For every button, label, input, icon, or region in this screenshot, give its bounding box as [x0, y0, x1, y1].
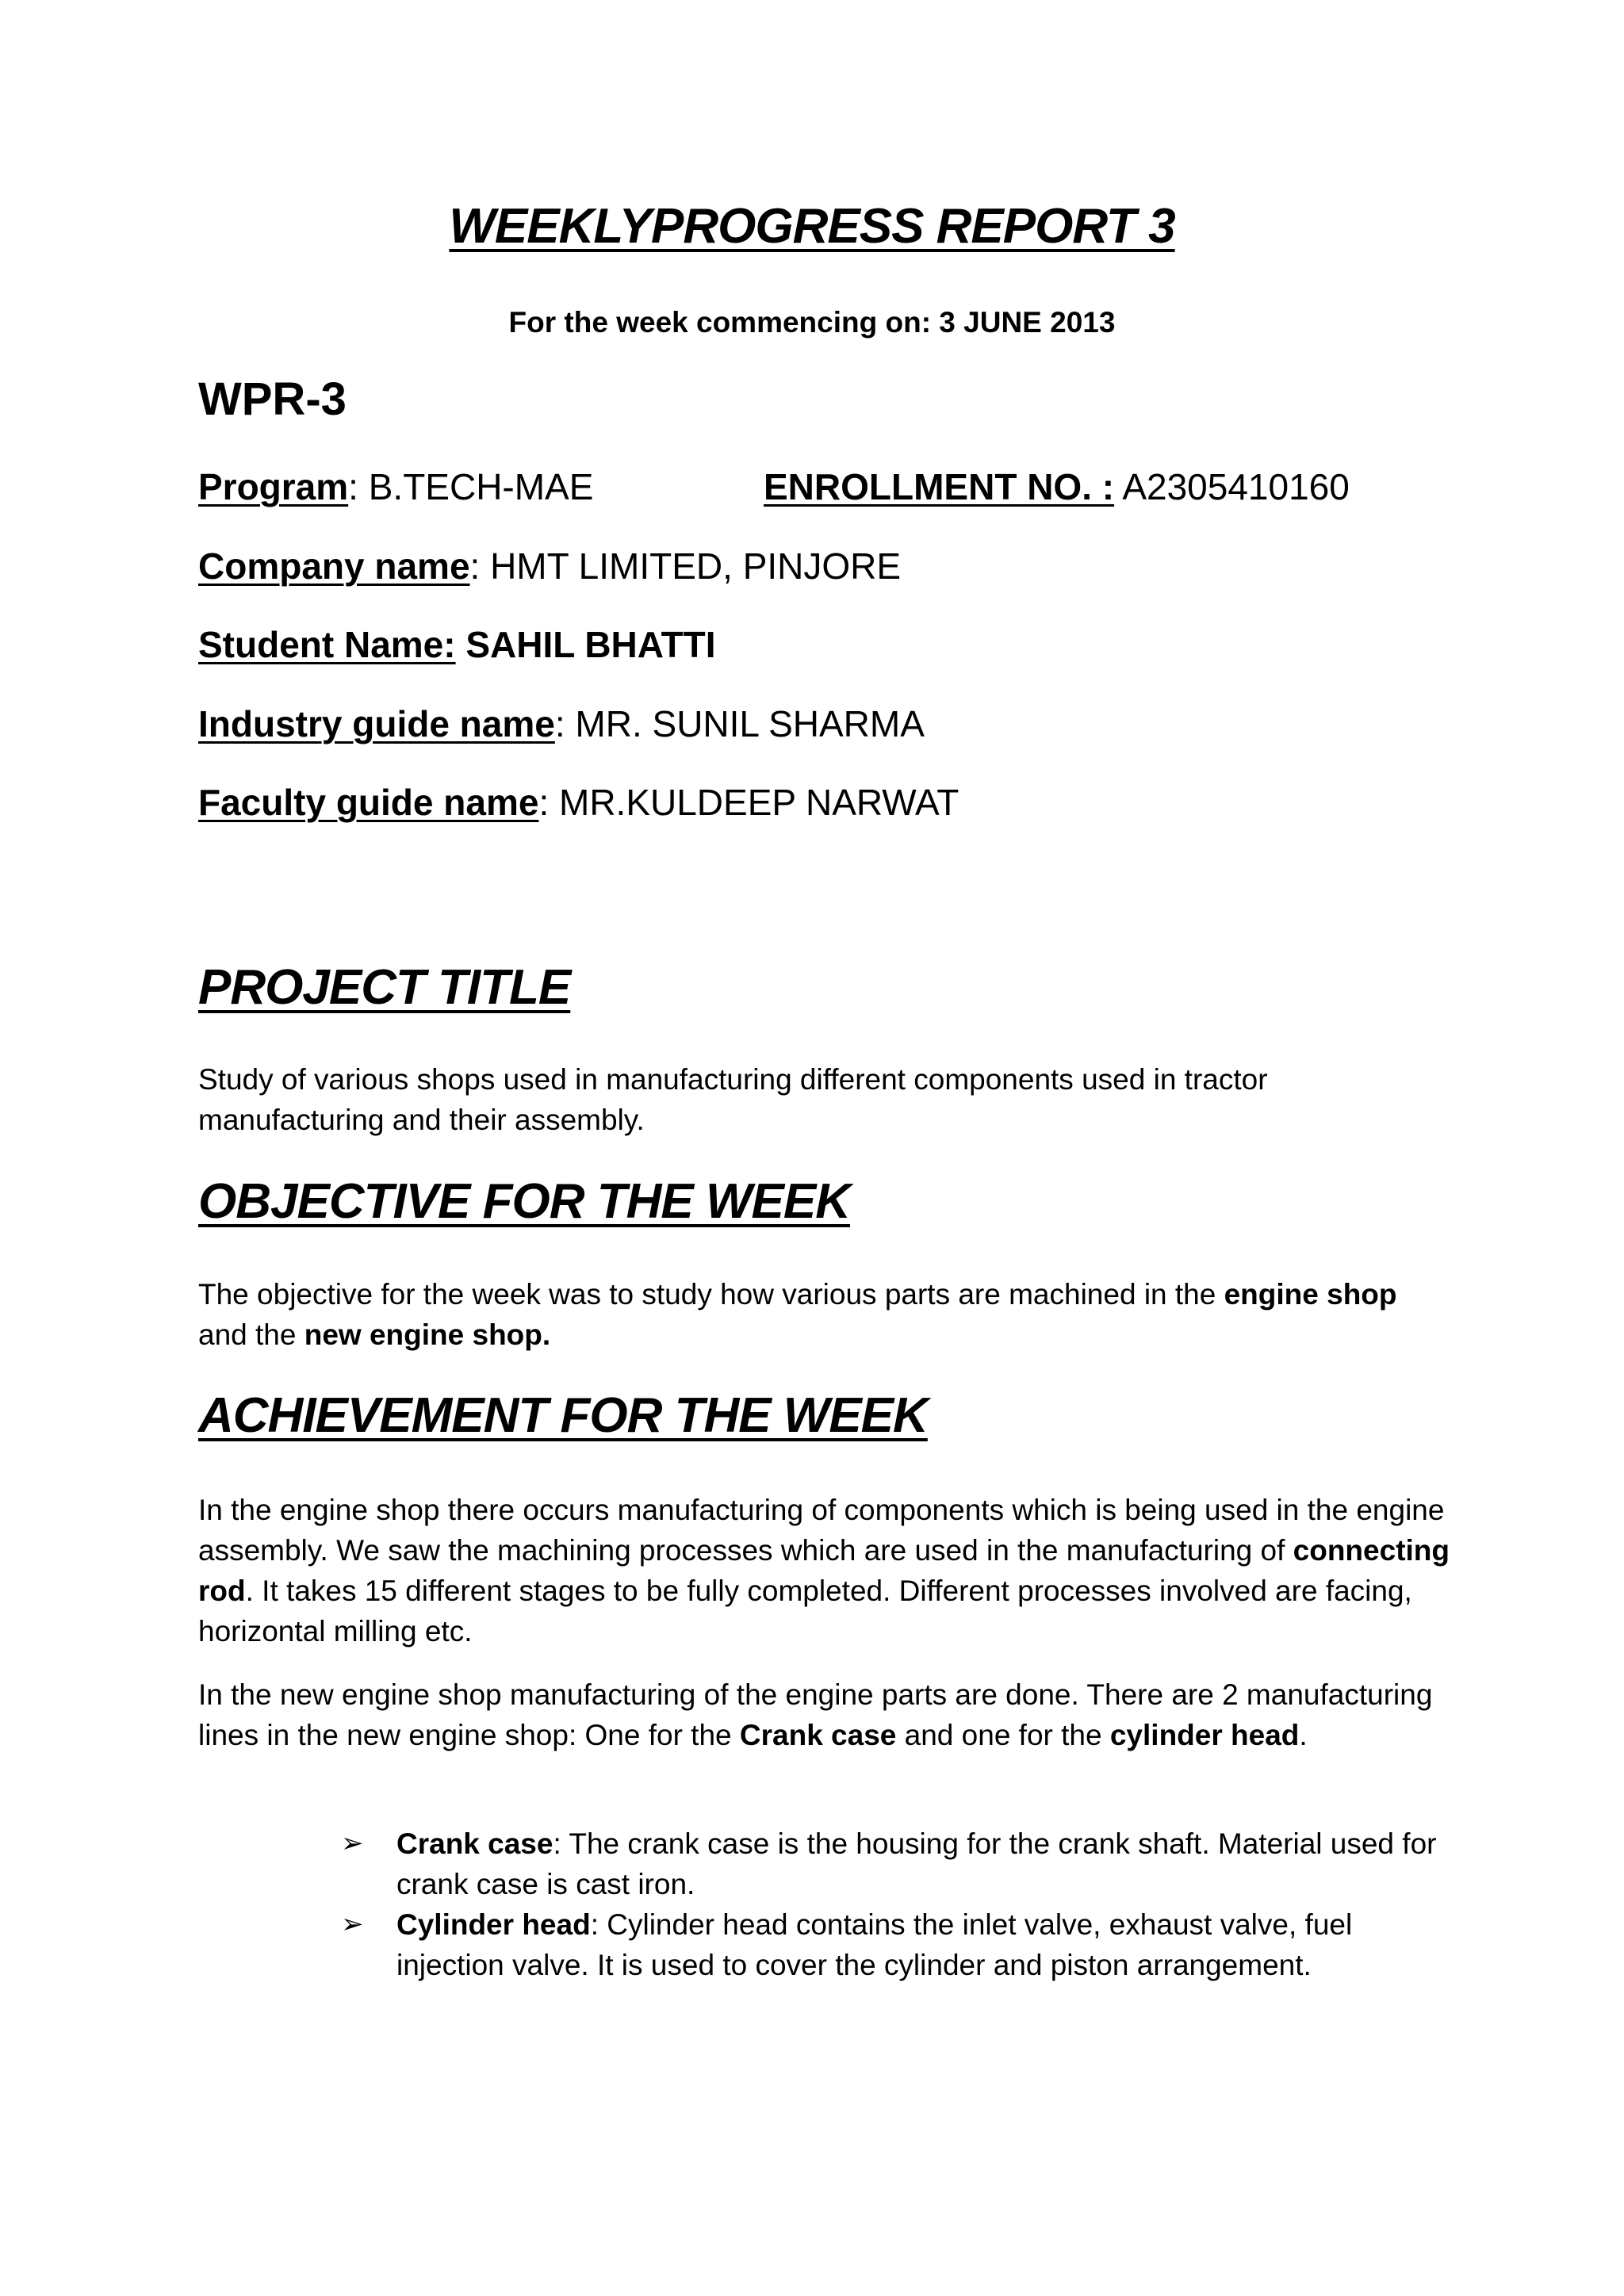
component-bullet-list: [341, 1823, 1467, 1985]
project-title-heading: PROJECT TITLE: [198, 960, 571, 1015]
report-title: WEEKLYPROGRESS REPORT 3: [449, 199, 1175, 254]
bullet-term: Cylinder head: [396, 1908, 591, 1941]
company-value: : HMT LIMITED, PINJORE: [469, 545, 902, 587]
arrow-bullet-icon: ➢: [341, 1909, 364, 1939]
objective-bold-new-engine-shop: new engine shop.: [304, 1318, 551, 1351]
bullet-term: Crank case: [396, 1827, 553, 1860]
enrollment-value: A2305410160: [1114, 466, 1350, 507]
wpr-number: WPR-3: [198, 373, 347, 425]
program-label: Program: [198, 466, 349, 507]
program-field: [198, 465, 593, 508]
student-field: [198, 623, 716, 666]
week-commencing: For the week commencing on: 3 JUNE 2013: [508, 306, 1116, 339]
student-label: Student Name:: [198, 624, 456, 665]
achievement-text-part: . It takes 15 different stages to be fully completed. Different processes involved are facing, horizontal milling etc.: [198, 1575, 1412, 1647]
achievement-paragraph-1: [198, 1490, 1451, 1651]
faculty-guide-label: Faculty guide name: [198, 782, 539, 823]
faculty-guide-value: : MR.KULDEEP NARWAT: [538, 782, 959, 823]
company-field: [198, 545, 901, 587]
achievement-text-part: In the engine shop there occurs manufacturing of components which is being used in the engine assembly. We saw the machining processes which are used in the manufacturing of: [198, 1494, 1445, 1567]
industry-guide-value: : MR. SUNIL SHARMA: [554, 703, 925, 744]
objective-text: [198, 1274, 1451, 1355]
list-item: [341, 1823, 1467, 1904]
faculty-guide-field: [198, 781, 959, 824]
achievement-text-part: .: [1299, 1719, 1308, 1751]
program-value: : B.TECH-MAE: [348, 466, 594, 507]
achievement-bold-cylinder-head: cylinder head: [1109, 1719, 1300, 1751]
project-title-text: Study of various shops used in manufacturing different components used in tractor manufacturing and their assembly.: [198, 1063, 1268, 1136]
achievement-text-part: In the new engine shop manufacturing of the engine parts are done. There are 2 manufacturing lines in the new engine shop: One for the: [198, 1678, 1433, 1751]
company-label: Company name: [198, 545, 470, 587]
student-value: SAHIL BHATTI: [455, 624, 716, 665]
achievement-bold-crank-case: Crank case: [739, 1719, 897, 1751]
achievement-bold-connecting-rod: connecting rod: [198, 1534, 1450, 1607]
objective-text-part: and the: [198, 1318, 304, 1351]
objective-text-part: The objective for the week was to study how various parts are machined in the: [198, 1278, 1224, 1311]
achievement-heading: ACHIEVEMENT FOR THE WEEK: [198, 1388, 928, 1443]
industry-guide-label: Industry guide name: [198, 703, 555, 744]
list-item: [341, 1904, 1467, 1985]
enrollment-field: [764, 465, 1350, 508]
bullet-text: : The crank case is the housing for the crank shaft. Material used for crank case is cast iron.: [396, 1827, 1437, 1900]
objective-heading: OBJECTIVE FOR THE WEEK: [198, 1174, 850, 1229]
enrollment-label: ENROLLMENT NO. :: [764, 466, 1115, 507]
achievement-paragraph-2: [198, 1674, 1451, 1755]
achievement-text-part: and one for the: [896, 1719, 1110, 1751]
bullet-text: : Cylinder head contains the inlet valve, exhaust valve, fuel injection valve. It is used to cover the cylinder and piston arrangement.: [396, 1908, 1353, 1981]
objective-bold-engine-shop: engine shop: [1224, 1278, 1397, 1311]
industry-guide-field: [198, 702, 925, 745]
arrow-bullet-icon: ➢: [341, 1828, 364, 1858]
